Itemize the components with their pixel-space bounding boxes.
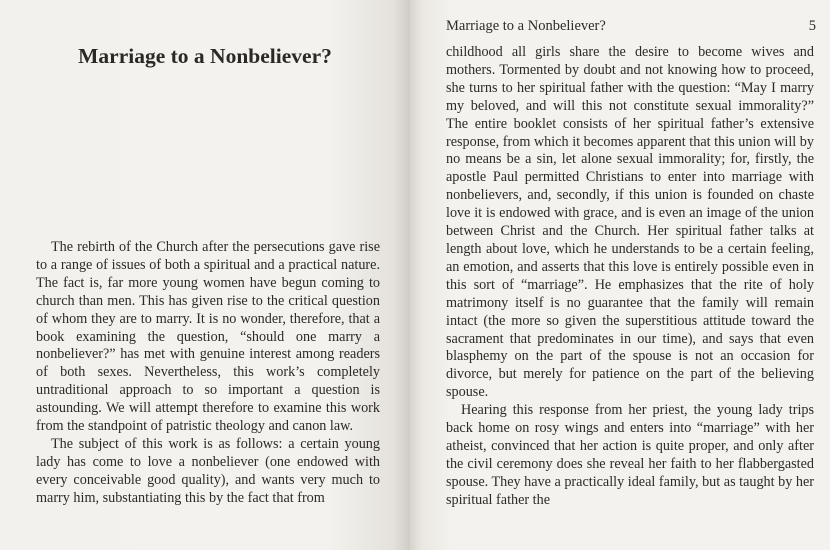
chapter-title: Marriage to a Nonbeliever? [78,44,332,68]
show-through-text [248,192,398,205]
right-paragraph-2: Hearing this response from her priest, the young lady trips back home on rosy wings and enters into “marriage” with her atheist, convinced that her action is quite proper, and only after the civil ceremony does she reveal her faith to her flabbergasted spouse. They have a practically ideal family, but as taught by her spiritual father the [446,402,814,508]
right-body-text [446,44,814,510]
page-number: 5 [808,18,816,34]
running-head-title: Marriage to a Nonbeliever? [446,18,606,34]
running-head [446,18,816,35]
left-page [0,0,410,550]
left-paragraph-2: The subject of this work is as follows: a certain young lady has come to love a nonbeliever (one endowed with every conceivable good quality), and wants very much to marry him, substantiating this by the fact that from [36,435,380,506]
right-paragraph-1: childhood all girls share the desire to become wives and mothers. Tormented by doubt and not knowing how to proceed, she turns to her spiritual father with the question: “May I marry my beloved, and will this not constitute sexual immorality?” The entire booklet consists of her spiritual father’s extensive response, from which it becomes apparent that this union will by no means be a sin, let alone sexual immorality; for, firstly, the apostle Paul permitted Christians to enter into marriage with nonbelievers, and, secondly, if this union is founded on chaste love it is endowed with grace, and is even an image of the union between Christ and the Church. Her spiritual father talks at length about love, which he understands to be a certain feeling, an emotion, and asserts that this love is entirely possible even in this sort of “marriage”. He emphasizes that the rite of holy matrimony itself is no guarantee that the family will remain intact (the more so given the superstitious attitude toward the sacrament that predominates in our time), and says that even blasphemy on the part of the spouse is not an occasion for divorce, but merely for patience on the part of the believing spouse. [446,44,814,401]
left-paragraph-1: The rebirth of the Church after the persecutions gave rise to a range of issues of both a spiritual and a practical nature. The fact is, far more young women have begun coming to church than men. This has given rise to the critical question of whom they are to marry. It is no wonder, therefore, that a book examining the question, “should one marry a nonbeliever?” has met with genuine interest among readers of both sexes. Nevertheless, this work’s completely untraditional approach to so important a question is astounding. We will attempt therefore to examine this work from the standpoint of patristic theology and canon law. [36,239,380,435]
right-page [410,0,830,550]
left-body-text [36,239,380,508]
